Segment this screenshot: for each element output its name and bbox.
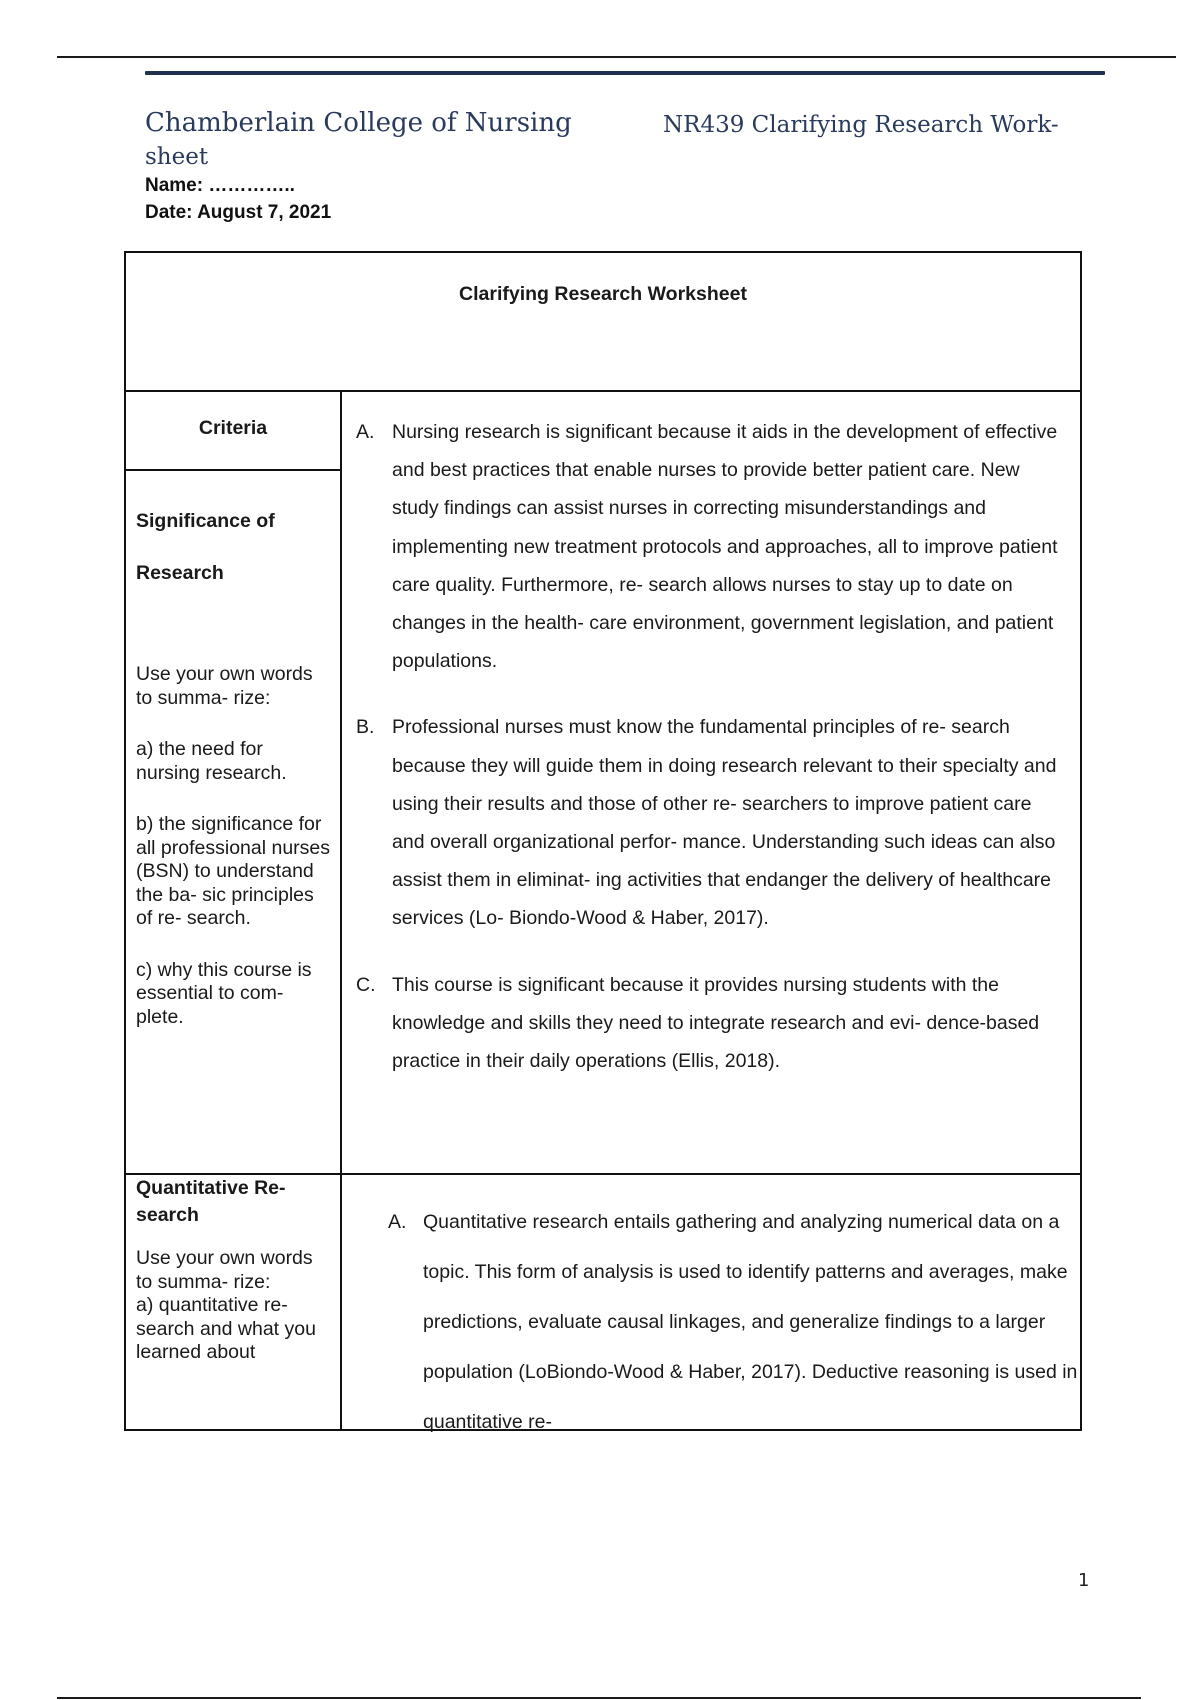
- table-caption-row: [126, 253, 1080, 392]
- answer-text: Quantitative research entails gathering and analyzing numerical data on a topic. This form of analysis is used to identify patterns and averages, make predictions, evaluate causal linkages, and generalize findings to a larger population (LoBiondo-Wood & Haber, 2017). Deductive reasoning is used in quantitative re-: [423, 1211, 1078, 1433]
- criteria-prompt: a) quantitative re- search and what you learned about: [136, 1294, 316, 1363]
- criteria-prompt: Use your own words to summa- rize:: [136, 1247, 313, 1293]
- course-title-continued: sheet: [145, 144, 209, 170]
- column-divider: [340, 390, 342, 1429]
- page-number: 1: [1078, 1570, 1090, 1591]
- significance-criteria-cell: [136, 495, 332, 1057]
- significance-answer-cell: [356, 413, 1066, 1108]
- quantitative-criteria-cell: [136, 1175, 332, 1365]
- criteria-prompt: b) the significance for all professional nurses (BSN) to understand the ba- sic principles of re- search.: [136, 813, 331, 929]
- answer-item: [356, 966, 1066, 1081]
- answer-item: [356, 413, 1066, 680]
- list-marker: B.: [356, 716, 375, 739]
- worksheet-table: [124, 251, 1082, 1431]
- title-line: [145, 106, 1105, 140]
- course-title: NR439 Clarifying Research Work-: [663, 112, 1059, 138]
- answer-text: Professional nurses must know the fundamental principles of re- search because they will guide them in doing research relevant to their specialty and using their results and those of other re- searchers to improve patient care and overall organizational perfor- mance. Understanding such ideas can also assist them in eliminat- ing activities that endanger the delivery of healthcare services (Lo- Biondo-Wood & Haber, 2017).: [392, 716, 1057, 930]
- answer-text: This course is significant because it provides nursing students with the knowledge and skills they need to integrate research and evi- dence-based practice in their daily operations (Ellis, 2018).: [392, 973, 1040, 1073]
- criteria-prompt: a) the need for nursing research.: [136, 738, 287, 784]
- answer-item: [388, 1197, 1078, 1447]
- criteria-prompt: c) why this course is essential to com- plete.: [136, 958, 312, 1028]
- answer-item: [356, 708, 1066, 937]
- document-date: Date: August 7, 2021: [145, 202, 332, 223]
- section-heading: Significance of: [136, 510, 275, 532]
- header-accent-rule: [145, 71, 1105, 75]
- document-header: [145, 106, 1105, 226]
- student-name: Name: …………..: [145, 175, 295, 196]
- header-top-rule: [57, 56, 1176, 58]
- quantitative-answer-cell: [388, 1197, 1078, 1447]
- table-caption: Clarifying Research Worksheet: [459, 283, 747, 305]
- criteria-header-cell: [126, 392, 340, 471]
- answer-text: Nursing research is significant because it aids in the development of effective and best practices that enable nurses to provide better patient care. New study findings can assist nurses in correcting misunderstandings and implementing new treatment protocols and approaches, all to improve patient care quality. Furthermore, re- search allows nurses to stay up to date on changes in the health- care environment, government legislation, and patient populations.: [392, 421, 1058, 673]
- criteria-prompt: Use your own words to summa- rize:: [136, 663, 313, 709]
- section-heading: Quantitative Re- search: [136, 1177, 286, 1226]
- list-marker: A.: [356, 421, 375, 443]
- footer-rule: [57, 1697, 1141, 1699]
- college-name: Chamberlain College of Nursing: [145, 108, 572, 138]
- section-heading: Research: [136, 562, 224, 584]
- list-marker: C.: [356, 973, 376, 996]
- criteria-label: Criteria: [198, 417, 268, 439]
- list-marker: A.: [388, 1211, 407, 1233]
